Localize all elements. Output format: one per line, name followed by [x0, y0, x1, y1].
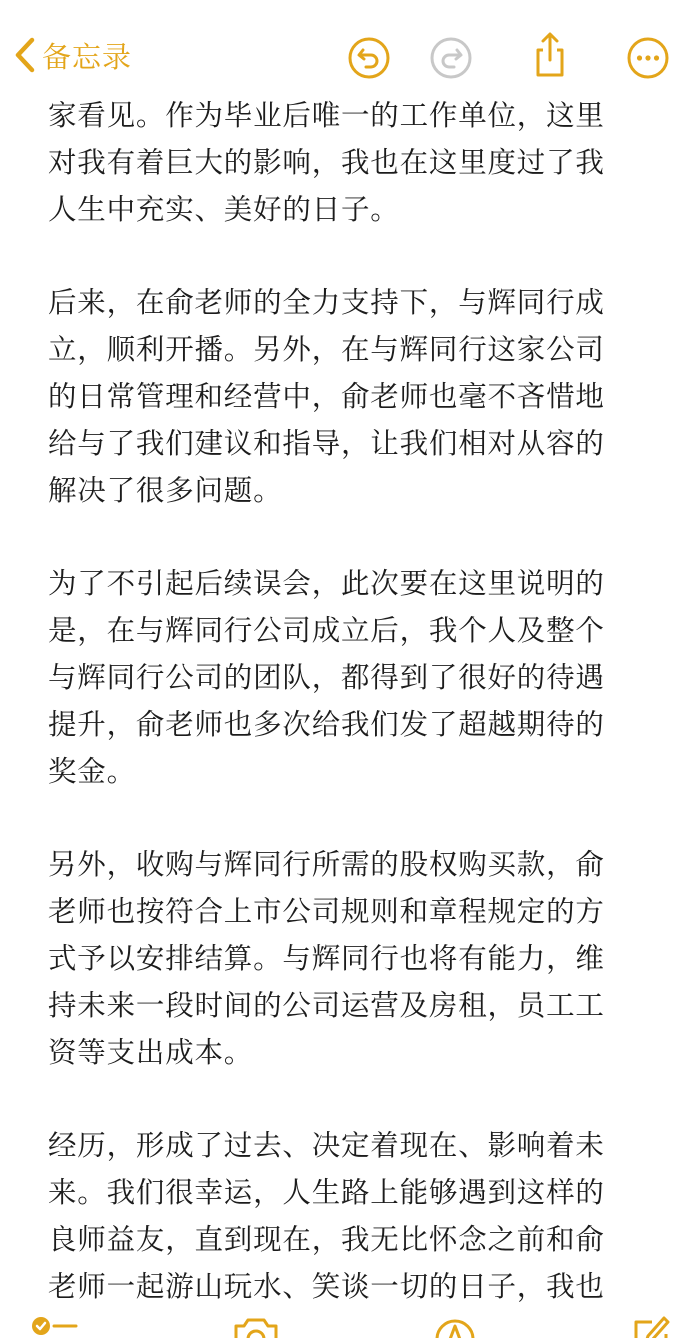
text-line: 持未来一段时间的公司运营及房租，员工工	[48, 989, 605, 1022]
paragraph	[48, 1122, 648, 1310]
text-line: 人生中充实、美好的日子。	[48, 193, 400, 226]
bottom-toolbar	[0, 1308, 700, 1338]
paragraph-gap	[48, 795, 648, 841]
text-line: 良师益友，直到现在，我无比怀念之前和俞	[48, 1223, 605, 1256]
text-line: 来。我们很幸运，人生路上能够遇到这样的	[48, 1176, 605, 1209]
text-line: 是，在与辉同行公司成立后，我个人及整个	[48, 614, 605, 647]
paragraph	[48, 841, 648, 1076]
chevron-left-icon	[14, 37, 36, 73]
paragraph-gap	[48, 1076, 648, 1122]
navigation-bar	[0, 0, 700, 92]
text-line: 资等支出成本。	[48, 1036, 254, 1069]
text-line: 为了不引起后续误会，此次要在这里说明的	[48, 567, 605, 600]
text-line: 式予以安排结算。与辉同行也将有能力，维	[48, 942, 605, 975]
checklist-icon[interactable]	[30, 1312, 80, 1338]
redo-icon[interactable]	[428, 35, 474, 81]
paragraph	[48, 560, 648, 795]
markup-icon[interactable]	[432, 1312, 478, 1338]
back-label: 备忘录	[42, 39, 133, 74]
back-button[interactable]	[14, 30, 132, 80]
paragraph	[48, 92, 648, 233]
undo-icon[interactable]	[346, 35, 392, 81]
text-line: 立，顺利开播。另外，在与辉同行这家公司	[48, 333, 605, 366]
camera-icon[interactable]	[230, 1312, 282, 1338]
note-body[interactable]	[48, 92, 648, 1310]
more-icon[interactable]	[625, 35, 671, 81]
paragraph	[48, 279, 648, 514]
paragraph-gap	[48, 233, 648, 279]
text-line: 提升，俞老师也多次给我们发了超越期待的	[48, 708, 605, 741]
text-line: 与辉同行公司的团队，都得到了很好的待遇	[48, 661, 605, 694]
paragraph-gap	[48, 514, 648, 560]
text-line: 家看见。作为毕业后唯一的工作单位，这里	[48, 99, 605, 132]
text-line: 解决了很多问题。	[48, 474, 283, 507]
text-line: 经历，形成了过去、决定着现在、影响着未	[48, 1129, 605, 1162]
text-line: 老师一起游山玩水、笑谈一切的日子，我也	[48, 1270, 605, 1303]
text-line: 给与了我们建议和指导，让我们相对从容的	[48, 427, 605, 460]
text-line: 的日常管理和经营中，俞老师也毫不吝惜地	[48, 380, 605, 413]
text-line: 老师也按符合上市公司规则和章程规定的方	[48, 895, 605, 928]
text-line: 后来，在俞老师的全力支持下，与辉同行成	[48, 286, 605, 319]
compose-icon[interactable]	[628, 1312, 674, 1338]
text-line: 另外，收购与辉同行所需的股权购买款，俞	[48, 848, 605, 881]
text-line: 奖金。	[48, 755, 136, 788]
share-icon[interactable]	[527, 30, 573, 76]
text-line: 对我有着巨大的影响，我也在这里度过了我	[48, 146, 605, 179]
